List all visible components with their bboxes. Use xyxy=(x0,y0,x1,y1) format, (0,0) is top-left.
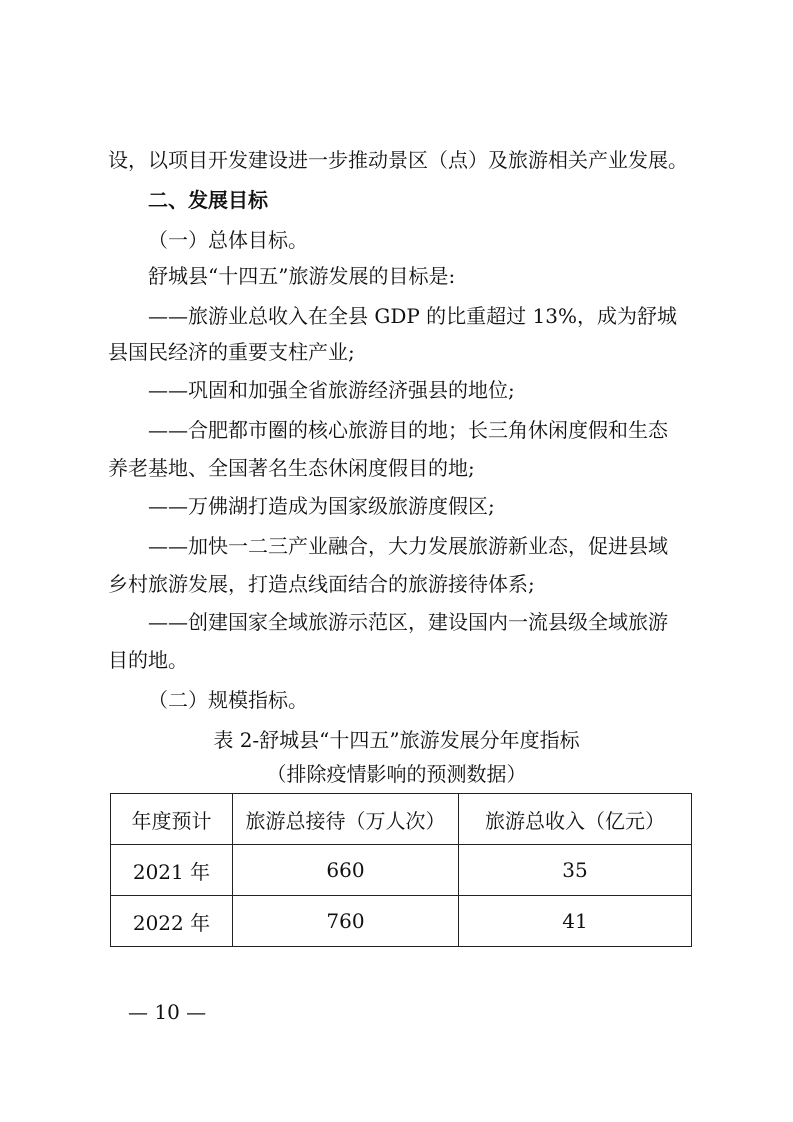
goal-item: ——巩固和加强全省旅游经济强县的地位; xyxy=(148,378,515,402)
table-row xyxy=(111,845,692,896)
table-header-cell: 旅游总收入（亿元） xyxy=(459,794,692,845)
subsection-heading: （一）总体目标。 xyxy=(148,228,308,252)
goal-item-continued: 县国民经济的重要支柱产业; xyxy=(108,340,355,364)
goal-item: ——加快一二三产业融合，大力发展旅游新业态，促进县域 xyxy=(148,534,668,558)
table-cell: 660 xyxy=(233,845,459,896)
table-cell: 760 xyxy=(233,896,459,947)
paragraph-text: 设，以项目开发建设进一步推动景区（点）及旅游相关产业发展。 xyxy=(108,148,688,172)
table-cell: 2021 年 xyxy=(111,845,233,896)
indicators-table xyxy=(110,793,692,947)
table-subcaption: （排除疫情影响的预测数据） xyxy=(266,762,527,786)
table-cell: 35 xyxy=(459,845,692,896)
goal-item-continued: 目的地。 xyxy=(108,648,188,672)
table-header-cell: 年度预计 xyxy=(111,794,233,845)
goal-item-continued: 养老基地、全国著名生态休闲度假目的地; xyxy=(108,456,475,480)
goal-item: ——创建国家全域旅游示范区，建设国内一流县级全域旅游 xyxy=(148,610,668,634)
goal-item: ——合肥都市圈的核心旅游目的地；长三角休闲度假和生态 xyxy=(148,418,668,442)
table-cell: 2022 年 xyxy=(111,896,233,947)
table-cell: 41 xyxy=(459,896,692,947)
table-header-cell: 旅游总接待（万人次） xyxy=(233,794,459,845)
table-caption: 表 2-舒城县“十四五”旅游发展分年度指标 xyxy=(213,728,580,752)
subsection-heading: （二）规模指标。 xyxy=(148,688,308,712)
goal-item: ——万佛湖打造成为国家级旅游度假区; xyxy=(148,494,495,518)
goal-item: ——旅游业总收入在全县 GDP 的比重超过 13%，成为舒城 xyxy=(148,304,677,328)
paragraph-text: 舒城县“十四五”旅游发展的目标是: xyxy=(148,264,456,288)
goal-item-continued: 乡村旅游发展，打造点线面结合的旅游接待体系; xyxy=(108,572,535,596)
table-row xyxy=(111,896,692,947)
section-heading: 二、发展目标 xyxy=(148,188,268,212)
page-number: — 10 — xyxy=(128,1000,207,1024)
table-header-row xyxy=(111,794,692,845)
